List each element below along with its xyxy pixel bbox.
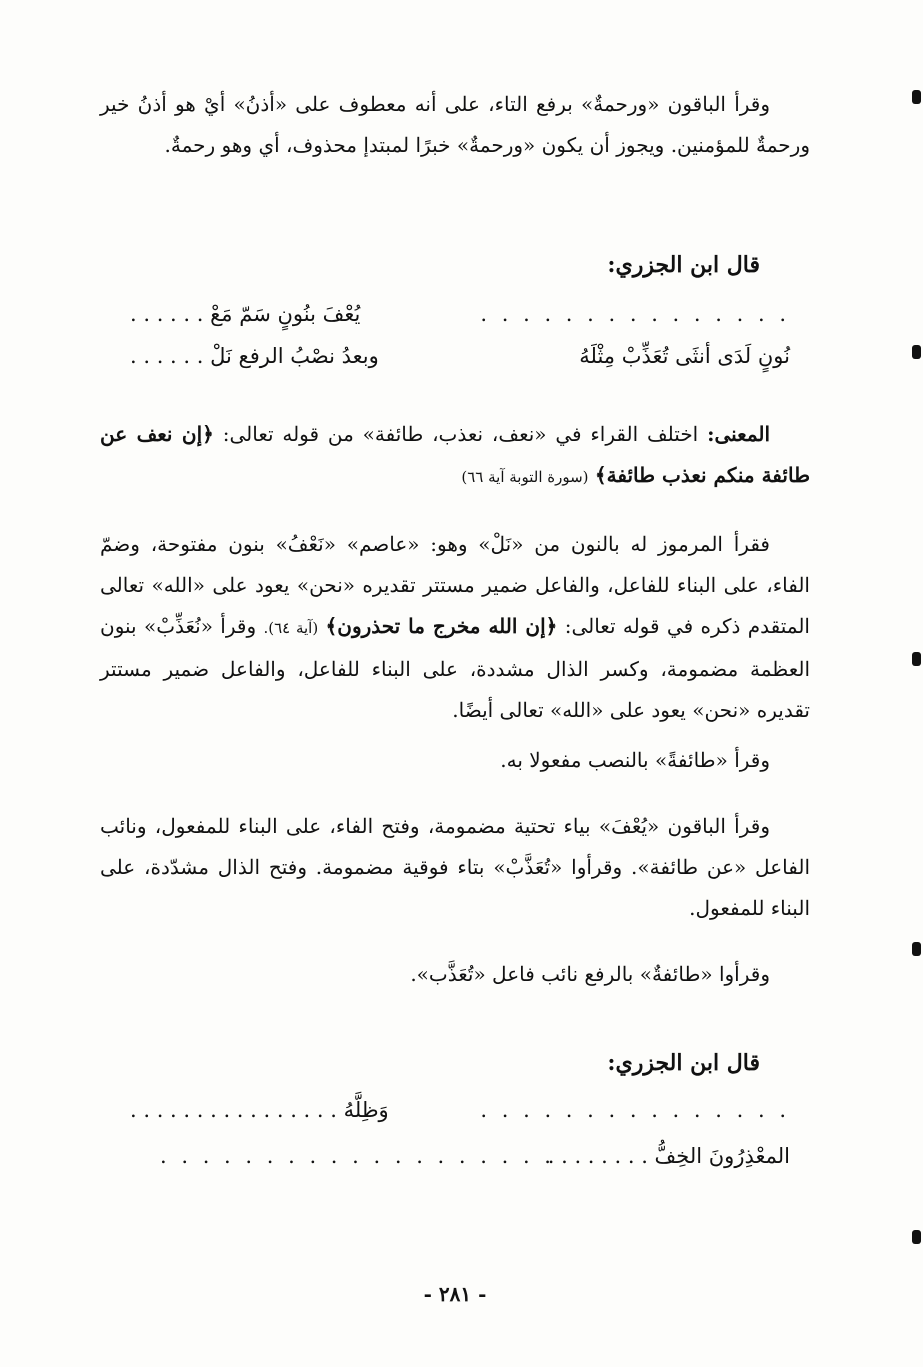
paragraph-taifa-nasb: وقرأ «طائفةً» بالنصب مفعولا به. bbox=[500, 748, 770, 772]
paragraph-taifa-raf: وقرأوا «طائفةٌ» بالرفع نائب فاعل «تُعَذَّب». bbox=[410, 962, 770, 986]
book-page bbox=[100, 70, 810, 1310]
verse-line-2 bbox=[110, 344, 810, 388]
verse4-left-dots: . . . . . . . . . . . . . . . . . . . bbox=[160, 1144, 555, 1168]
paragraph-rahma: وقرأ الباقون «ورحمةٌ» برفع التاء، على أنه معطوف على «أذنُ» أيْ هو أذنُ خير ورحمةٌ للمؤمنين. ويجوز أن يكون «ورحمةٌ» خبرًا لمبتدإ محذوف، أي وهو رحمةٌ. bbox=[100, 92, 810, 157]
verse1-right-dots: . . . . . . . . . . . . . . . bbox=[480, 302, 790, 326]
heading-ibn-jazari-1: قال ابن الجزري: bbox=[607, 252, 760, 278]
verse-line-1 bbox=[110, 302, 810, 346]
meaning-quran-quote: ﴿إن نعف عن طائفة منكم نعذب طائفة﴾ bbox=[100, 422, 810, 487]
margin-mark bbox=[912, 942, 921, 956]
verse1-mid-dots: . . . . . . bbox=[130, 302, 204, 326]
paragraph-others-reading: وقرأ الباقون «يُعْفَ» بياء تحتية مضمومة، وفتح الفاء، على البناء للمفعول، ونائب الفاعل «عن طائفة». وقرأوا «تُعَذَّبْ» بتاء فوقية مضمومة. وفتح الذال مشدّدة، على البناء للمفعول. bbox=[100, 814, 810, 920]
page-number: - ٢٨١ - bbox=[423, 1282, 487, 1306]
asim-reading-text: فقرأ المرموز له بالنون من «نَلْ» وهو: «عاصم» «نَعْفُ» بنون مفتوحة، وضمّ الفاء، على البناء للفاعل، والفاعل ضمير مستتر تقديره «نحن» يعود على «الله» تعالى المتقدم ذكره في قوله تعالى: bbox=[100, 532, 810, 638]
meaning-label: المعنى: bbox=[707, 422, 771, 446]
verse4-right-text: المعْذِرُونَ الخِفُّ . . . . . . . . bbox=[547, 1144, 790, 1168]
margin-mark bbox=[912, 652, 921, 666]
asim-reading-continued: وقرأ «نُعَذِّبْ» بنون العظمة مضمومة، وكسر الذال مشددة، على البناء للفاعل، والفاعل ضمير مستتر تقديره «نحن» يعود على «الله» تعالى أيضًا. bbox=[100, 614, 810, 722]
meaning-reference: (سورة التوبة آية ٦٦) bbox=[461, 468, 589, 486]
meaning-text: اختلف القراء في «نعف، نعذب، طائفة» من قوله تعالى: bbox=[222, 422, 699, 446]
asim-reference: (آية ٦٤). bbox=[263, 619, 319, 637]
verse-line-4 bbox=[110, 1144, 810, 1188]
margin-mark bbox=[912, 90, 921, 104]
paragraph-asim-reading bbox=[100, 524, 810, 731]
paragraph-meaning bbox=[100, 414, 810, 498]
asim-quran-quote: ﴿إن الله مخرج ما تحذرون﴾ bbox=[325, 614, 558, 638]
verse2-left-text: وبعدُ نصْبُ الرفع نَلْ . . . . . . bbox=[130, 344, 379, 368]
verse-line-3 bbox=[110, 1098, 810, 1142]
verse3-right-dots: . . . . . . . . . . . . . . . bbox=[480, 1098, 790, 1122]
verse3-left-text: وَظِلَّهُ . . . . . . . . . . . . . . . . bbox=[130, 1098, 389, 1122]
verse2-right-text: نُونٍ لَدَى أنثَى تُعَذِّبْ مِثْلَهُ bbox=[579, 344, 790, 368]
margin-mark bbox=[912, 345, 921, 359]
margin-mark bbox=[912, 1230, 921, 1244]
heading-ibn-jazari-2: قال ابن الجزري: bbox=[607, 1050, 760, 1076]
verse1-left-text: يُعْفَ بنُونٍ سَمّ مَعْ bbox=[210, 302, 361, 326]
